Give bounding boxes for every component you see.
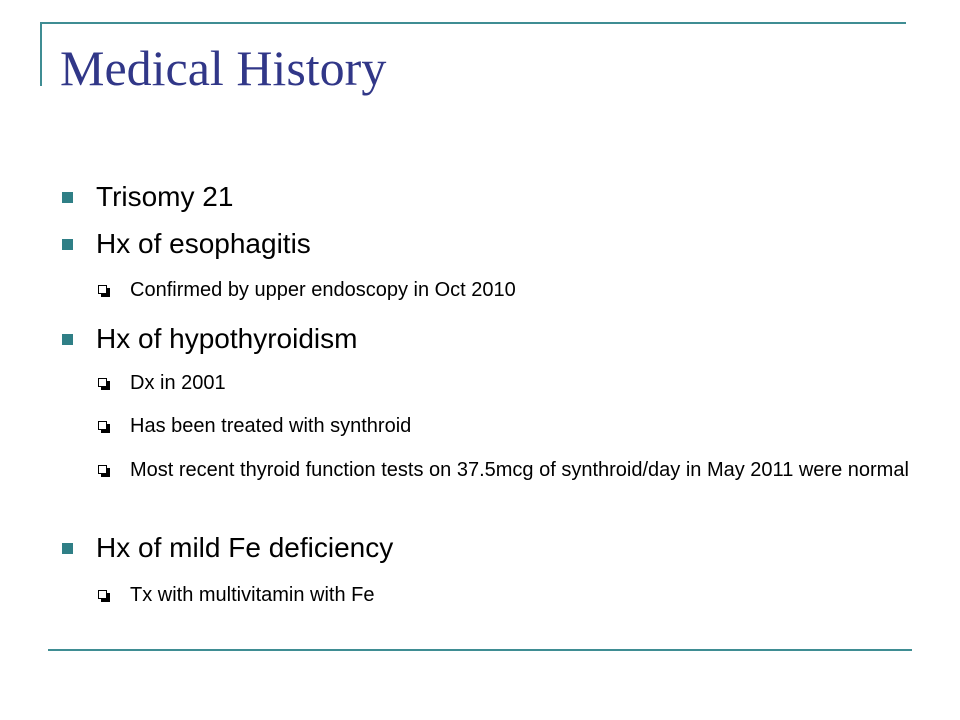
sub-bullet-text: Dx in 2001 [130,372,226,394]
square-bullet-icon [98,465,107,474]
bullet-text: Trisomy 21 [96,181,234,212]
bullet-hypothyroidism [96,323,357,355]
square-bullet-icon [98,285,107,294]
square-bullet-icon [98,378,107,387]
sub-bullet-endoscopy [130,275,920,305]
sub-bullet-text: Tx with multivitamin with Fe [130,584,375,606]
bullet-trisomy [96,181,233,213]
sub-bullet-dx [130,368,920,398]
sub-bullet-text: Confirmed by upper endoscopy in Oct 2010 [130,279,516,301]
bullet-text: Hx of esophagitis [96,228,311,259]
bullet-fe-deficiency [96,532,393,564]
sub-bullet-treated [130,411,920,441]
sub-bullet-multivitamin [130,580,920,610]
bullet-esophagitis [96,228,311,260]
square-bullet-icon [98,421,107,430]
slide-title: Medical History [60,40,387,96]
square-bullet-icon [98,590,107,599]
sub-bullet-thyroid-tests [130,455,920,485]
bullet-text: Hx of mild Fe deficiency [96,532,394,563]
bullet-text: Hx of hypothyroidism [96,323,358,354]
sub-bullet-text: Has been treated with synthroid [130,415,412,437]
sub-bullet-text: Most recent thyroid function tests on 37.5mcg of synthroid/day in May 2011 were normal [130,459,909,481]
